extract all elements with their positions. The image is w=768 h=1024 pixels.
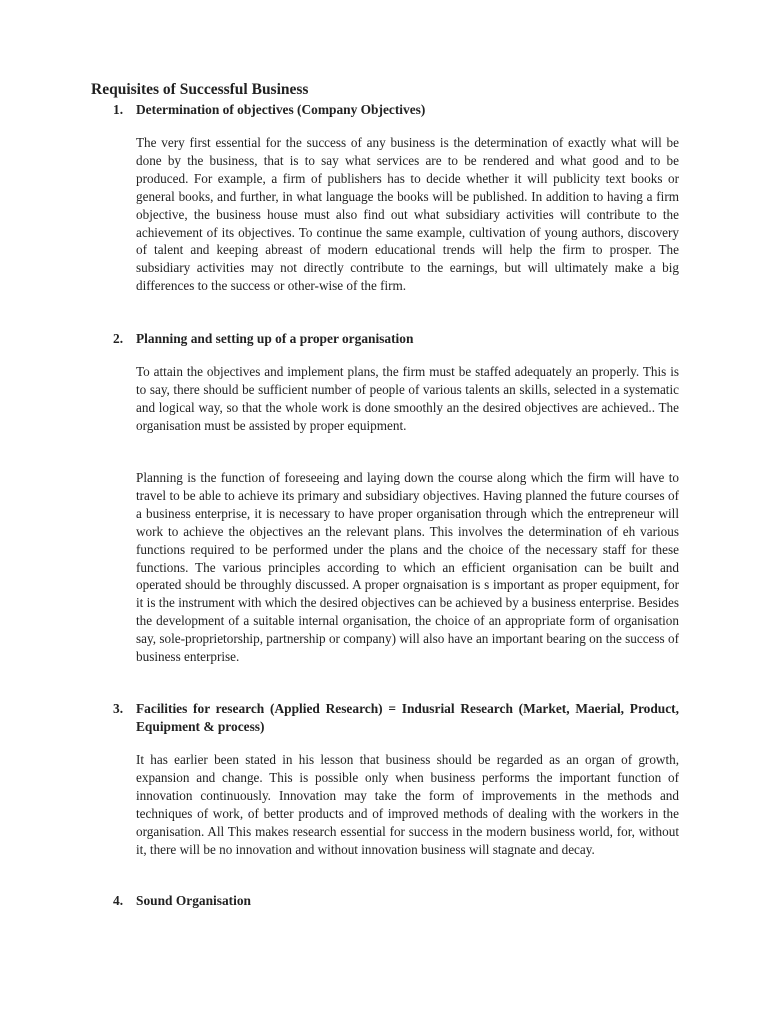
section-heading-4 [113, 892, 679, 910]
section-heading-1 [113, 101, 679, 119]
document-title: Requisites of Successful Business [91, 81, 309, 98]
section-1-paragraph-1: The very first essential for the success of any business is the determination of exactly what will be done by the business, that is to say what services are to be rendered and what good and to be produced. For example, a firm of publishers has to decide whether it will publicity text books or general books, and further, in what language the books will be published. In addition to having a firm objective, the business house must also find out what subsidiary activities will contribute to the achievement of its objectives. To continue the same example, cultivation of young authors, discovery of talent and keeping abreast of modern educational trends will help the firm to prosper. The subsidiary activities may not directly contribute to the earnings, but will ultimately make a big differences to the success or other-wise of the firm. [136, 135, 679, 294]
section-number-1: 1. [113, 102, 124, 117]
section-2-paragraph-2: Planning is the function of foreseeing and laying down the course along which the firm will have to travel to be able to achieve its primary and subsidiary objectives. Having planned the future courses of a business enterprise, it is necessary to have proper organisation through which the entrepreneur will work to achieve the objectives an the relevant plans. This involves the determination of eh various functions required to be performed under the plans and the choice of the necessary staff for these functions. The various principles according to which an efficient organisation can be built and operated should be throughly discussed. A proper orgnaisation is s important as proper equipment, for it is the instrument with which the desired objectives can be achieved by a business enterprise. Besides the development of a suitable internal organisation, the choice of an appropriate form of organisation say, sole-proprietorship, partnership or company) will also have an important bearing on the success of business enterprise. [136, 470, 679, 665]
section-heading-3 [113, 700, 679, 736]
section-title-4: Sound Organisation [136, 893, 251, 908]
section-number-3: 3. [113, 701, 124, 716]
section-title-2: Planning and setting up of a proper organisation [136, 331, 414, 346]
section-heading-2 [113, 330, 679, 348]
section-number-2: 2. [113, 331, 124, 346]
section-number-4: 4. [113, 893, 124, 908]
section-3-paragraph-1: It has earlier been stated in his lesson that business should be regarded as an organ of growth, expansion and change. This is possible only when business performs the important function of innovation continuously. Innovation may take the form of improvements in the methods and techniques of work, of better products and of improved methods of dealing with the workers in the organisation. All This makes research essential for success in the modern business world, for, without it, there will be no innovation and without innovation business will stagnate and decay. [136, 752, 679, 857]
section-title-3: Facilities for research (Applied Research) = Indusrial Research (Market, Maerial, Product, Equipment & process) [136, 701, 679, 734]
section-title-1: Determination of objectives (Company Objectives) [136, 102, 426, 117]
section-2-paragraph-1: To attain the objectives and implement plans, the firm must be staffed adequately an properly. This is to say, there should be sufficient number of people of various talents an skills, selected in a systematic and logical way, so that the whole work is done smoothly an the desired objectives are achieved.. The organisation must be assisted by proper equipment. [136, 364, 679, 433]
